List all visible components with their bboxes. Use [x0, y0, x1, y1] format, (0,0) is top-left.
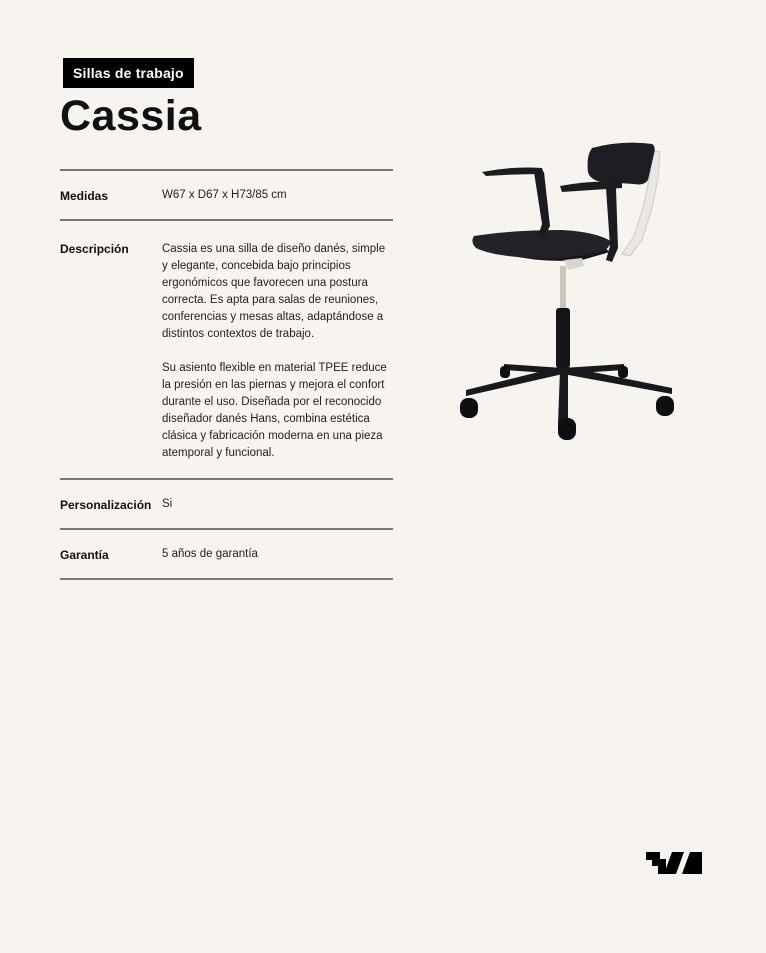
- spec-row-description: [60, 221, 393, 480]
- spec-row-dimensions: [60, 171, 393, 221]
- spec-label-description: Descripción: [60, 242, 129, 256]
- brand-logo-icon: [646, 850, 702, 876]
- spec-value-warranty: 5 años de garantía: [162, 548, 258, 560]
- product-title: Cassia: [60, 92, 202, 140]
- spec-label-dimensions: Medidas: [60, 188, 109, 203]
- description-paragraph: Su asiento flexible en material TPEE reduce la presión en las piernas y mejora el confort durante el uso. Diseñada por el reconocido diseñador danés Hans, combina estética clásica y fabricación moderna en una pieza atemporal y funcional.: [162, 362, 387, 459]
- spec-value-dimensions: W67 x D67 x H73/85 cm: [162, 189, 287, 201]
- spec-value-description: [162, 241, 393, 462]
- category-badge: Sillas de trabajo: [63, 58, 194, 88]
- spec-row-warranty: [60, 530, 393, 580]
- spec-table: [60, 169, 393, 580]
- chair-image: [452, 138, 682, 448]
- description-paragraph: Cassia es una silla de diseño danés, simple y elegante, concebida bajo principios ergonómicos que favorecen una postura correcta. Es apta para salas de reuniones, conferencias y mesas altas, adaptándose a distintos contextos de trabajo.: [162, 243, 386, 340]
- spec-label-customization: Personalización: [60, 497, 152, 512]
- spec-label-warranty: Garantía: [60, 547, 109, 562]
- spec-row-customization: [60, 480, 393, 530]
- spec-value-customization: Si: [162, 498, 173, 510]
